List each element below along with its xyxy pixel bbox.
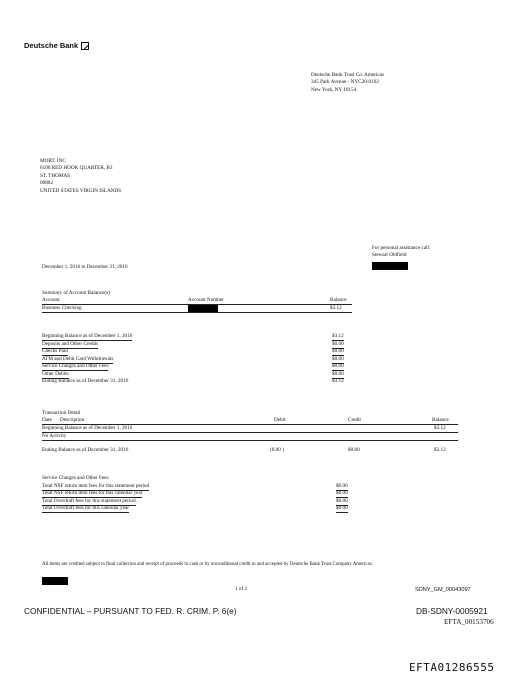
summary-title: Summary of Account Balance(s) (42, 290, 110, 296)
customer-address-line: 00802 (40, 180, 53, 187)
customer-address-line: UNITED STATES VIRGIN ISLANDS (40, 187, 122, 194)
transaction-header-credit: Credit (348, 417, 361, 423)
transaction-header-date: Date (42, 417, 52, 423)
fee-label: Total Overdraft fees for this calendar year (42, 505, 129, 513)
activity-label: Service Charges and Other Fees (42, 363, 108, 371)
transaction-ending-label: Ending Balance as of December 31, 2016 (42, 447, 129, 453)
activity-amount: $0.00 (332, 363, 344, 371)
fee-label: Total NSF return item fees for this calendar year (42, 490, 142, 498)
transaction-row-rule (42, 440, 458, 441)
transaction-title: Transaction Detail (42, 410, 81, 416)
deutsche-bank-slash-icon (81, 42, 89, 50)
bank-address-line: New York, NY 10154 (311, 86, 357, 93)
disclaimer: All items are credited subject to final collection and receipt of proceeds in cash or by unconditional credit to and accepted by Deutsche Bank Trust Company Americas. (42, 562, 373, 567)
transaction-beginning-label: Beginning Balance as of December 1, 2016 (42, 425, 133, 431)
confidential-notice: CONFIDENTIAL – PURSUANT TO FED. R. CRIM. P. 6(e) (24, 606, 237, 616)
transaction-header-debit: Debit (274, 417, 286, 423)
redaction-box (42, 577, 68, 585)
summary-header-account-number: Account Number (188, 297, 224, 303)
bank-address-line: Deutsche Bank Trust Co. Americas (311, 72, 385, 78)
transaction-beginning-balance: $3.12 (434, 425, 446, 431)
statement-period: December 1, 2016 to December 31, 2016 (42, 264, 128, 270)
transaction-header-description: Description (60, 417, 85, 423)
customer-address (40, 158, 121, 195)
customer-address-line: MORT, INC (40, 158, 66, 164)
assistance-label: For personal assistance call: (372, 245, 431, 251)
db-document-number: DB-SDNY-0005921 (416, 606, 488, 616)
page-indicator: 1 of 2 (235, 586, 248, 592)
activity-amount: $0.00 (332, 341, 344, 349)
summary-header-balance: Balance (330, 297, 347, 303)
activity-label: Other Debits (42, 371, 69, 379)
transaction-row-rule (42, 432, 458, 433)
summary-account: Business Checking (42, 305, 82, 311)
fee-amount: $0.00 (336, 498, 348, 506)
bank-address (311, 72, 384, 94)
activity-label: Deposits and Other Credits (42, 341, 98, 349)
activity-label: Checks Paid (42, 348, 68, 356)
activity-label: Ending Balance as of December 31, 2016 (42, 378, 129, 384)
customer-address-line: ST. THOMAS (40, 172, 71, 179)
efta-page-number: EFTA01286555 (409, 661, 495, 674)
transaction-ending-debit: (0.00 ) (270, 447, 284, 453)
activity-amount: $0.00 (332, 348, 344, 356)
fees-title: Service Charges and Other Fees (42, 475, 109, 481)
assistance-block (372, 245, 430, 260)
fee-amount: $0.00 (336, 483, 348, 491)
activity-amount: $3.12 (332, 333, 344, 341)
activity-amount: $0.00 (332, 371, 344, 379)
transaction-ending-balance: $3.12 (434, 447, 446, 453)
summary-row-rule (42, 312, 352, 313)
redaction-box (372, 262, 408, 270)
transaction-header-balance: Balance (432, 417, 449, 423)
transaction-ending-credit: $0.00 (348, 447, 360, 453)
assistance-name: Stewart Oldfield (372, 252, 407, 259)
fee-amount: $0.00 (336, 505, 348, 513)
fee-label: Total NSF return item fees for this statement period (42, 483, 149, 491)
customer-address-line: 6100 RED HOOK QUARTER, B3 (40, 165, 113, 172)
bank-address-line: 345 Park Avenue - NYC20-0102 (311, 79, 379, 86)
activity-amount: $0.00 (332, 356, 344, 364)
efta-small-number: EFTA_00153706 (444, 618, 494, 626)
fee-amount: $0.00 (336, 490, 348, 498)
bank-logo (24, 41, 89, 50)
summary-header-account: Account (42, 297, 60, 303)
summary-balance: $3.12 (330, 305, 342, 311)
bank-logo-text: Deutsche Bank (24, 41, 79, 50)
activity-label: ATM and Debit Card Withdrawals (42, 356, 113, 364)
transaction-no-activity: No Activity (42, 433, 67, 439)
activity-amount: $3.12 (332, 378, 344, 384)
fee-label: Total Overdraft fees for this statement period (42, 498, 136, 506)
bates-number: SDNY_GM_00043097 (415, 587, 471, 593)
activity-label: Beginning Balance as of December 1, 2016 (42, 333, 132, 341)
